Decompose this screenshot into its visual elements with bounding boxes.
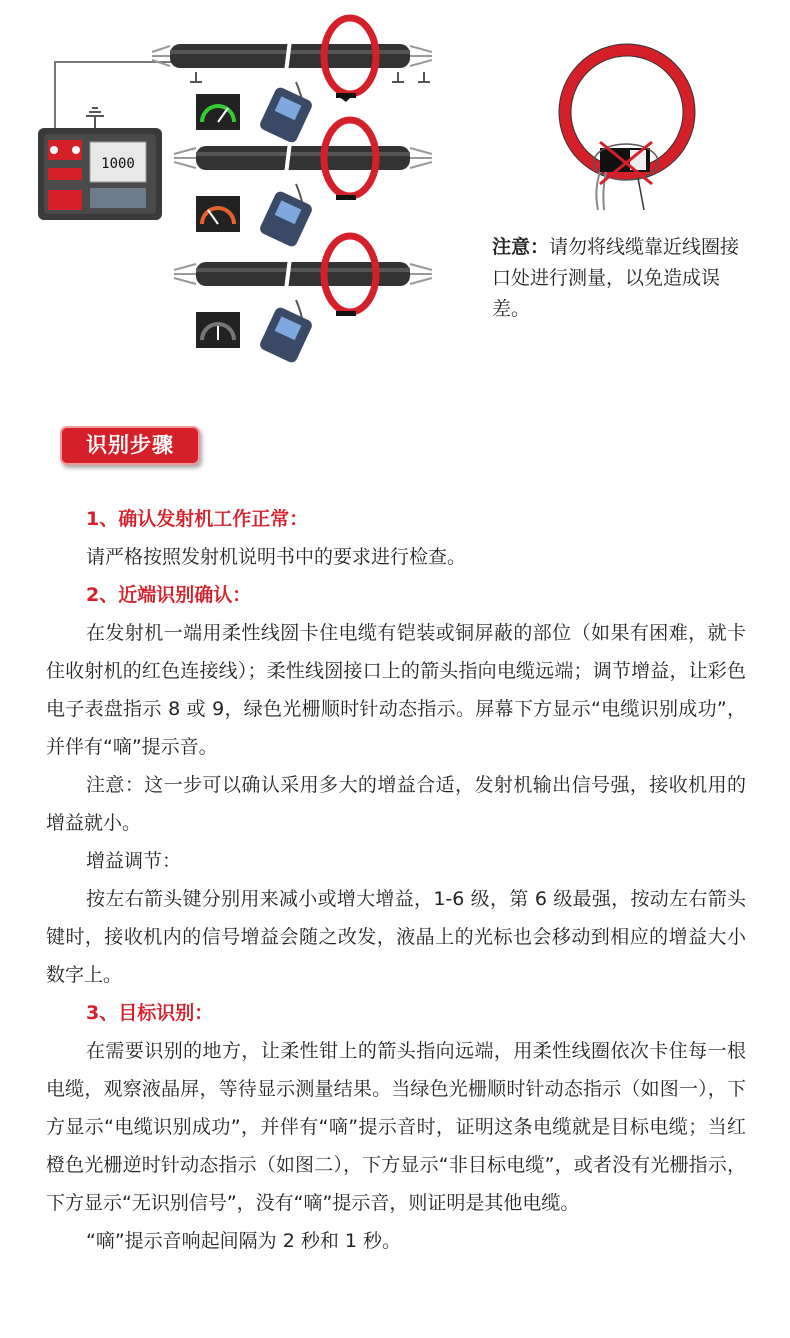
step-3-heading: 3、目标识别： <box>86 1002 214 1024</box>
cable-identification-diagram <box>0 0 790 400</box>
beep-interval-text: “嘀”提示音响起间隔为 2 秒和 1 秒。 <box>86 1230 402 1252</box>
step-1-heading: 1、确认发射机工作正常： <box>86 508 309 530</box>
caution-note <box>492 232 754 325</box>
receiver-gauge-2 <box>196 196 240 232</box>
steps-content <box>46 500 746 1260</box>
flexible-coil-illustration <box>559 44 695 210</box>
step-1-text: 请严格按照发射机说明书中的要求进行检查。 <box>86 546 467 568</box>
step-3-text: 在需要识别的地方，让柔性钳上的箭头指向远端，用柔性线圈依次卡住每一根电缆，观察液晶屏，等待显示测量结果。当绿色光栅顺时针动态指示（如图一），下方显示“电缆识别成功”，并伴有“嘀”提示音时，证明这条电缆就是目标电缆；当红橙色光栅逆时针动态指示（如图二），下方显示“非目标电缆”，或者没有光栅指示，下方显示“无识别信号”，没有“嘀”提示音，则证明是其他电缆。 <box>46 1040 746 1214</box>
meter-reading: 1000 <box>101 156 135 172</box>
transmitter-device <box>38 128 162 220</box>
cable-row-3 <box>174 236 432 316</box>
cable-row-1 <box>152 18 432 102</box>
receiver-gauge-1 <box>196 94 240 130</box>
cable-row-2 <box>174 120 432 200</box>
caution-text: 请勿将线缆靠近线圈接口处进行测量，以免造成误差。 <box>492 236 740 320</box>
step-2-text: 在发射机一端用柔性线圀卡住电缆有铠装或铜屏蔽的部位（如果有困难，就卡住收射机的红色连接线）；柔性线圀接口上的箭头指向电缆远端；调节增益，让彩色电子表盘指示 8 或 9，绿色光栅顺时针动态指示。屏幕下方显示“电缆识别成功”，并伴有“嘀”提示音。 <box>46 622 746 758</box>
step-2-note: 注意：这一步可以确认采用多大的增益合适，发射机输出信号强，接收机用的增益就小。 <box>46 774 746 834</box>
receiver-gauge-3 <box>196 312 240 348</box>
illustration-area <box>0 0 790 400</box>
caution-label: 注意： <box>492 236 550 258</box>
receiver-device-1 <box>258 82 314 144</box>
step-2-heading: 2、近端识别确认： <box>86 584 252 606</box>
receiver-device-2 <box>258 184 314 248</box>
gain-adjust-label: 增益调节： <box>86 850 182 872</box>
receiver-device-3 <box>258 300 314 364</box>
section-title-badge <box>60 426 200 465</box>
gain-adjust-text: 按左右箭头键分别用来减小或增大增益，1-6 级，第 6 级最强，按动左右箭头键时，接收机内的信号增益会随之改发，液晶上的光标也会移动到相应的增益大小数字上。 <box>46 888 746 986</box>
section-title: 识别步骤 <box>86 433 174 457</box>
